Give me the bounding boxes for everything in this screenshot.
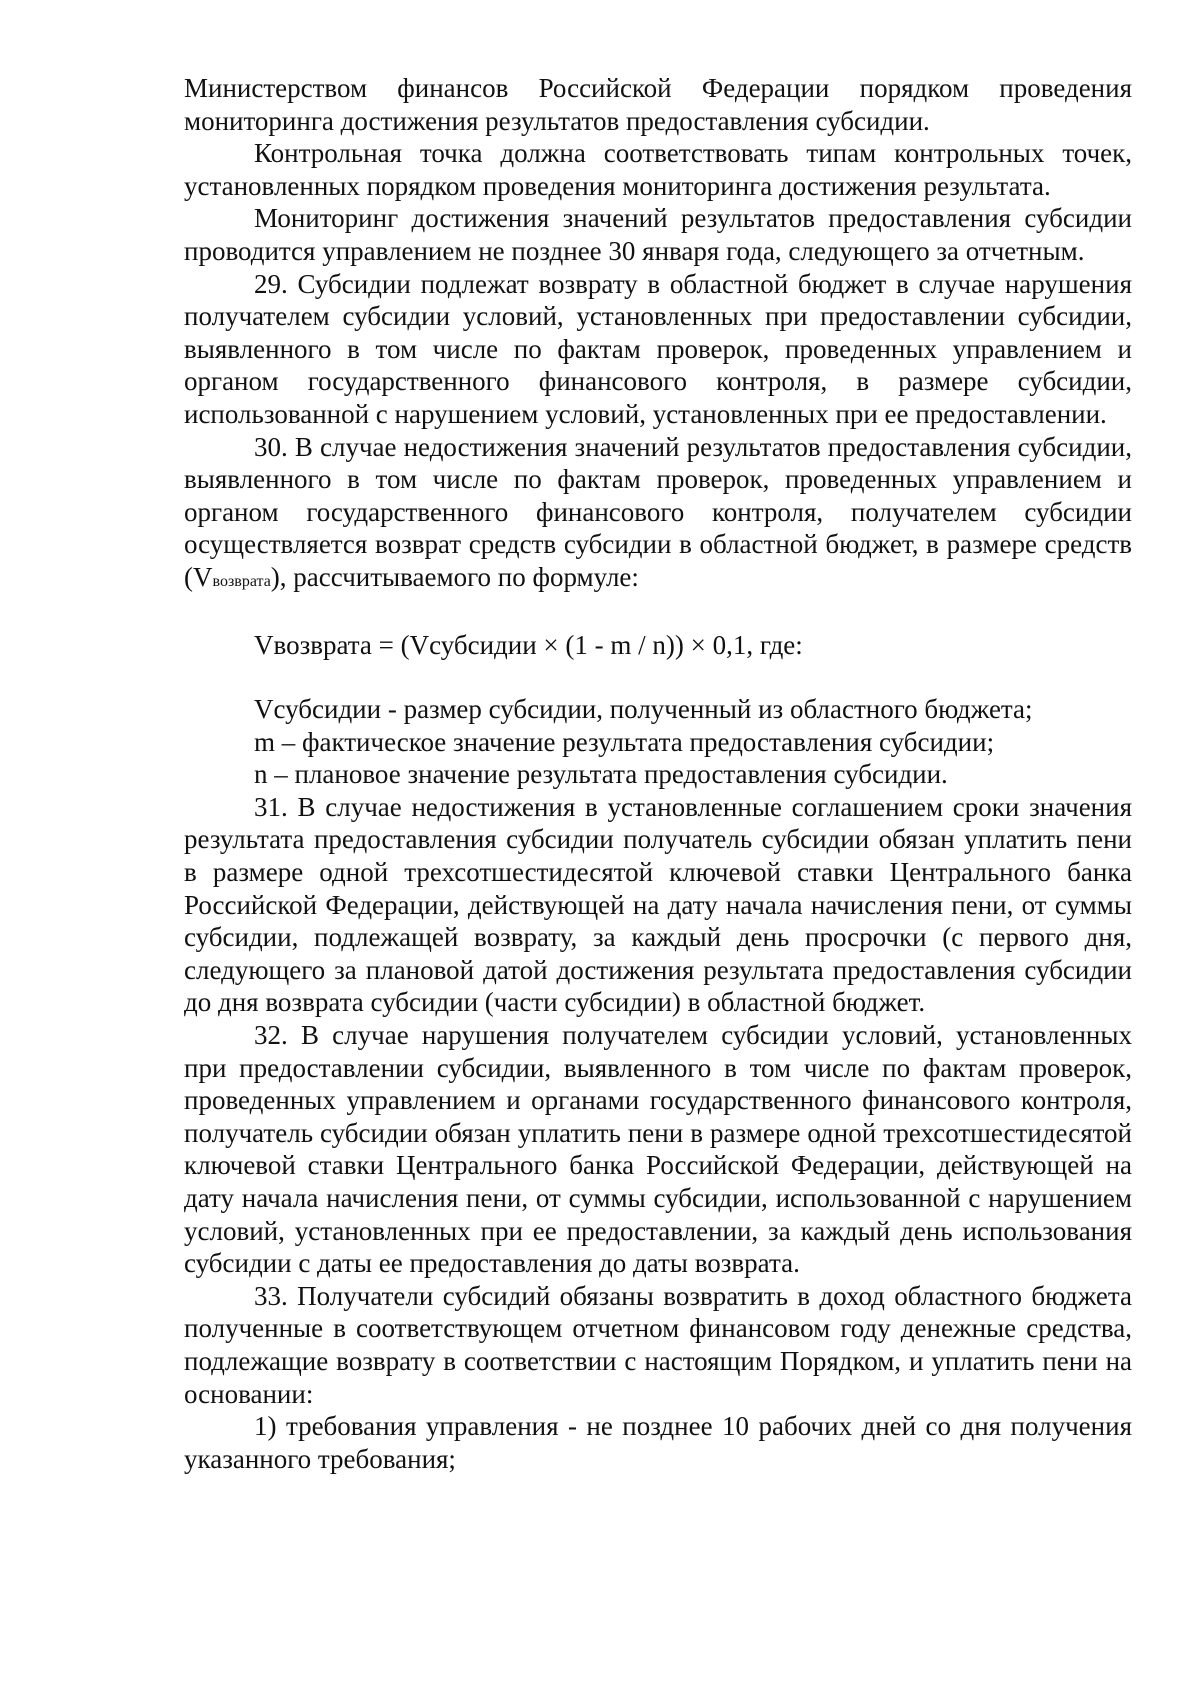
paragraph-29: 29. Субсидии подлежат возврату в областной бюджет в случае нарушения получателем субсидии условий, установленных при предоставлении субсидии, выявленного в том числе по фактам проверок, проведенных управлением и органом государственного финансового контроля, в размере субсидии, использованной с нарушением условий, установленных при ее предоставлении. [184, 268, 1132, 429]
paragraph-30 [184, 431, 1132, 599]
paragraph-monitoring: Мониторинг достижения значений результатов предоставления субсидии проводится управлением не позднее 30 января года, следующего за отчетным. [184, 203, 1132, 266]
paragraph-control-point: Контрольная точка должна соответствовать типам контрольных точек, установленных порядком проведения мониторинга достижения результата. [184, 138, 1132, 201]
paragraph-continuation: Министерством финансов Российской Федерации порядком проведения мониторинга достижения результатов предоставления субсидии. [184, 73, 1132, 136]
definition-n: n – плановое значение результата предоставления субсидии. [254, 759, 948, 790]
paragraph-33: 33. Получатели субсидий обязаны возвратить в доход областного бюджета полученные в соответствующем отчетном финансовом году денежные средства, подлежащие возврату в соответствии с настоящим Порядком, и уплатить пени на основании: [184, 1280, 1132, 1409]
paragraph-33-item-1: 1) требования управления - не позднее 10 рабочих дней со дня получения указанного требования; [184, 1411, 1132, 1474]
paragraph-30-text: 30. В случае недостижения значений результатов предоставления субсидии, выявленного в том числе по фактам проверок, проведенных управлением и органом государственного финансового контроля, получателем субсидии осуществляется возврат средств субсидии в областной бюджет, в размере средств (V [184, 431, 1132, 592]
paragraph-32: 32. В случае нарушения получателем субсидии условий, установленных при предоставлении субсидии, выявленного в том числе по фактам проверок, проведенных управлением и органами государственного финансового контроля, получатель субсидии обязан уплатить пени в размере одной трехсотшестидесятой ключевой ставки Центрального банка Российской Федерации, действующей на дату начала начисления пени, от суммы субсидии, использованной с нарушением условий, установленных при ее предоставлении, за каждый день использования субсидии с даты ее предоставления до даты возврата. [184, 1020, 1132, 1279]
definition-v-subsidy: Vсубсидии - размер субсидии, полученный из областного бюджета; [254, 694, 1033, 725]
return-formula: Vвозврата = (Vсубсидии × (1 - m / n)) × 0,1, где: [254, 629, 803, 660]
paragraph-30-subscript: возврата [212, 572, 271, 590]
paragraph-30-tail: ), рассчитываемого по формуле: [270, 561, 639, 592]
paragraph-31: 31. В случае недостижения в установленные соглашением сроки значения результата предоставления субсидии получатель субсидии обязан уплатить пени в размере одной трехсотшестидесятой ключевой ставки Центрального банка Российской Федерации, действующей на дату начала начисления пени, от суммы субсидии, подлежащей возврату, за каждый день просрочки (с первого дня, следующего за плановой датой достижения результата предоставления субсидии до дня возврата субсидии (части субсидии) в областной бюджет. [184, 791, 1132, 1018]
definition-m: m – фактическое значение результата предоставления субсидии; [254, 726, 995, 757]
document-body [184, 72, 1132, 1475]
